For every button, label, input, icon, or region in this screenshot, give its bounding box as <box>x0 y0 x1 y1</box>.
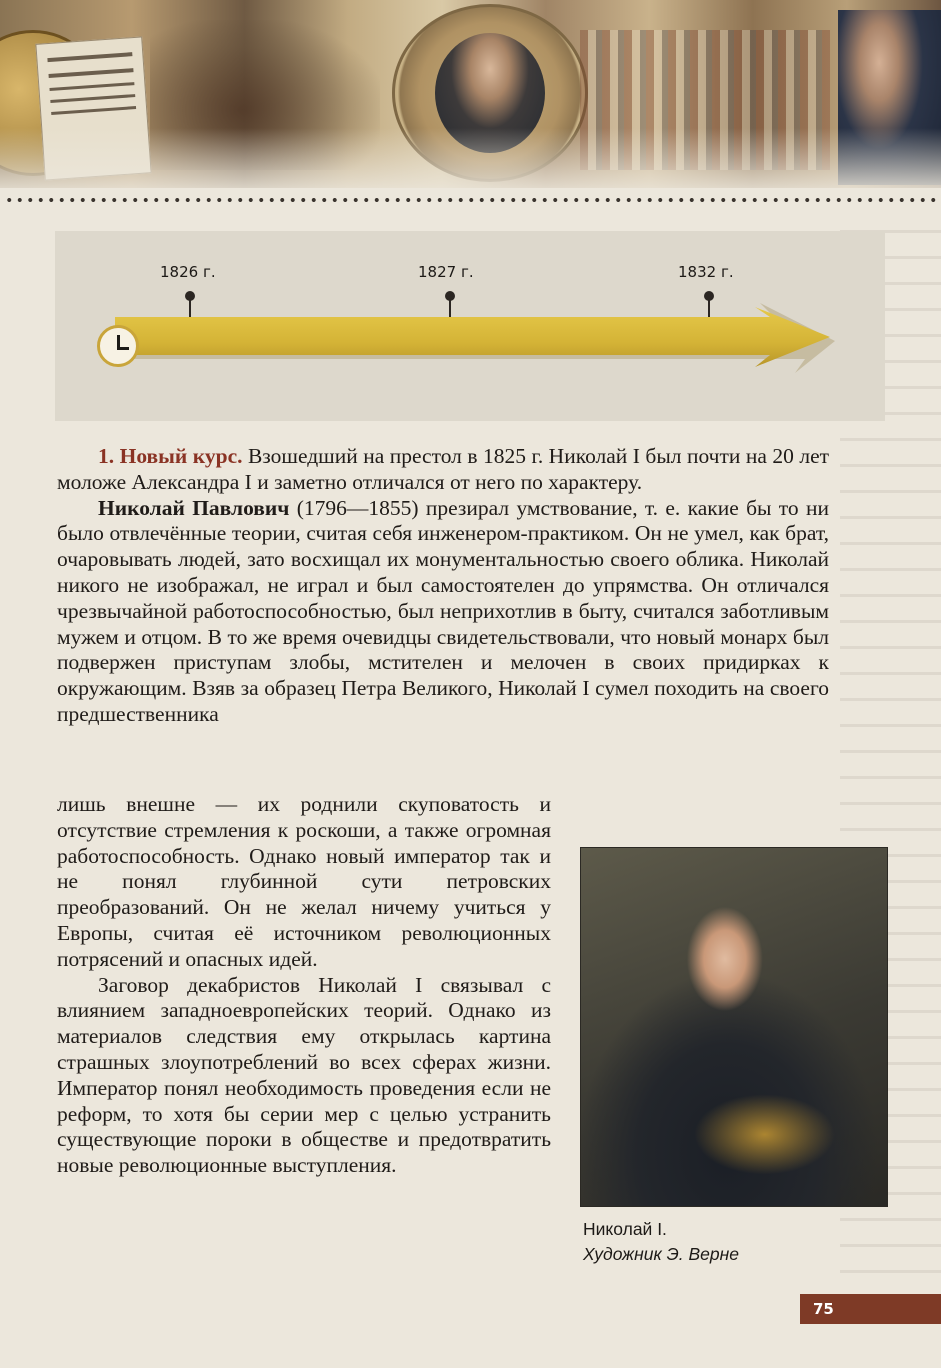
text-block-main <box>57 444 829 728</box>
medallion-portrait <box>435 33 545 153</box>
name-bold: Николай Павлович <box>98 495 290 520</box>
tsar-portrait-illustration <box>838 10 941 185</box>
timeline-arrow <box>115 303 845 393</box>
newspaper-illustration <box>35 36 151 180</box>
paragraph-decembrists: Заговор декабристов Николай I связывал с влиянием западноевропейских теорий. Однако из материалов следствия ему открылась картина страшных злоупотреблений во всех сферах жизни. Император понял необходимость проведения если не реформ, то хотя бы серии мер с целью устранить существующие пороки в обществе и предотвратить новые революционные выступления. <box>57 972 551 1178</box>
header-banner <box>0 0 941 188</box>
caption-title: Николай I. <box>583 1219 667 1239</box>
paragraph-nikolai-continued: лишь внешне — их роднили скуповатость и отсутствие стремления к роскоши, а также огромная работоспособность. Однако новый император так и не понял глубинной сути петровских преобразований. Он не желал ничему учиться у Европы, считая её источником революционных потрясений и опасных идей. <box>57 792 551 971</box>
rider-illustration <box>150 20 380 170</box>
page-number: 75 <box>800 1294 941 1324</box>
timeline-date-1: 1826 г. <box>160 263 216 281</box>
portrait-caption <box>583 1217 843 1267</box>
timeline-date-3: 1832 г. <box>678 263 734 281</box>
caption-author: Художник Э. Верне <box>583 1244 739 1264</box>
portrait-nikolai-image <box>580 847 888 1207</box>
crowd-illustration <box>580 30 830 170</box>
section-heading: 1. Новый курс. <box>98 444 243 468</box>
text-block-left <box>57 792 551 1179</box>
dotted-divider <box>4 196 937 204</box>
medallion-illustration <box>392 4 588 182</box>
clock-icon <box>97 325 139 367</box>
timeline <box>55 231 885 421</box>
paragraph-new-course: 1. Новый курс. Взошедший на престол в 1825 г. Николай I был почти на 20 лет моложе Александра I и заметно отличался от него по характеру. <box>57 444 830 494</box>
paragraph-nikolai: Николай Павлович (1796—1855) презирал умствование, т. е. какие бы то ни было отвлечённые теории, считая себя инженером-практиком. Он не умел, как брат, очаровывать людей, зато восхищал их монументальностью своего облика. Николай никого не изображал, не играл и был самостоятелен до упрямства. Он отличался чрезвычайной работоспособностью, был неприхотлив в быту, считался заботливым мужем и отцом. В то же время очевидцы свидетельствовали, что новый монарх был подвержен приступам злобы, мстителен и мелочен в своих придирках к окружающим. Взяв за образец Петра Великого, Николай I сумел походить на своего предшественника <box>57 495 829 726</box>
timeline-date-2: 1827 г. <box>418 263 474 281</box>
